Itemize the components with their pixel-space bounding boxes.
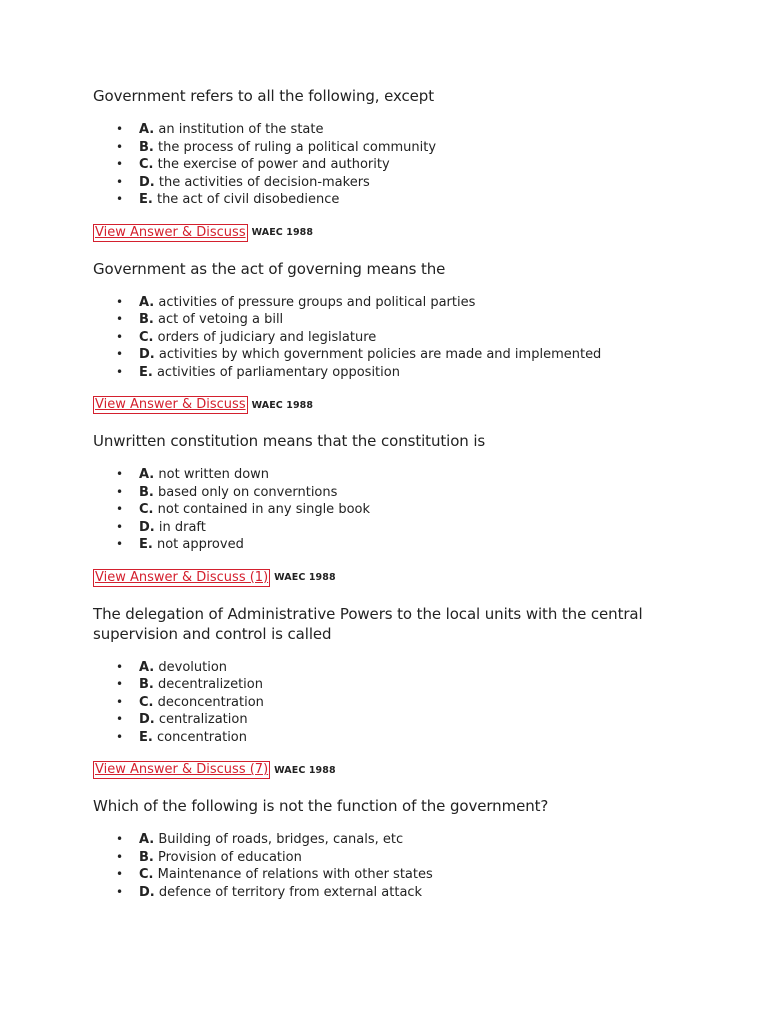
option-text: an institution of the state — [158, 122, 324, 137]
options-list — [93, 294, 688, 382]
bullet-icon: • — [116, 484, 124, 499]
view-answer-link[interactable]: View Answer & Discuss — [95, 224, 246, 240]
option-letter: A. — [139, 294, 155, 310]
bullet-icon: • — [116, 294, 124, 309]
option-letter: C. — [139, 867, 154, 882]
view-answer-link[interactable]: View Answer & Discuss — [95, 397, 246, 412]
bullet-icon: • — [116, 122, 124, 136]
question-text: Which of the following is not the function of the government? — [93, 797, 549, 815]
option-letter: C. — [139, 157, 154, 172]
option-letter: D. — [139, 712, 155, 727]
option-text: defence of territory from external attack — [158, 884, 423, 900]
option-d — [93, 174, 688, 192]
option-b — [93, 311, 688, 329]
option-d — [93, 884, 688, 902]
bullet-icon: • — [116, 537, 124, 551]
question-block-4 — [93, 604, 688, 781]
option-text: orders of judiciary and legislature — [157, 329, 377, 345]
question-text: Government as the act of governing means the — [93, 259, 446, 278]
bullet-icon: • — [116, 467, 124, 481]
question-block-5 — [93, 796, 688, 901]
bullet-icon: • — [116, 502, 124, 516]
option-text: the exercise of power and authority — [157, 157, 390, 172]
option-a — [93, 659, 688, 677]
option-letter: E. — [139, 729, 153, 745]
option-text: Maintenance of relations with other states — [157, 867, 433, 882]
option-letter: B. — [139, 139, 154, 155]
option-letter: D. — [139, 519, 155, 535]
options-list — [93, 466, 688, 554]
view-answer-link[interactable]: View Answer & Discuss (7) — [95, 762, 269, 777]
bullet-icon: • — [116, 364, 124, 379]
option-letter: D. — [139, 347, 155, 362]
option-letter: C. — [139, 694, 154, 710]
option-b — [93, 484, 688, 502]
bullet-icon: • — [116, 694, 124, 709]
question-text: The delegation of Administrative Powers to the local units with the central supervision and control is called — [93, 604, 643, 643]
option-text: deconcentration — [157, 694, 264, 710]
option-letter: A. — [139, 659, 155, 675]
option-letter: A. — [139, 467, 155, 482]
option-c — [93, 156, 688, 174]
option-letter: E. — [139, 364, 153, 380]
exam-source: WAEC 1988 — [251, 399, 314, 411]
option-letter: B. — [139, 484, 154, 500]
option-letter: B. — [139, 312, 154, 327]
option-a — [93, 466, 688, 484]
bullet-icon: • — [116, 157, 124, 171]
option-c — [93, 866, 688, 884]
question-block-3 — [93, 431, 688, 588]
question-block-2 — [93, 259, 688, 416]
option-e — [93, 536, 688, 554]
question-block-1 — [93, 86, 688, 243]
option-text: Provision of education — [158, 849, 302, 865]
option-letter: B. — [139, 677, 154, 692]
exam-source: WAEC 1988 — [274, 764, 336, 776]
answer-row — [93, 568, 688, 588]
options-list — [93, 121, 688, 209]
option-text: not contained in any single book — [157, 502, 371, 517]
option-c — [93, 694, 688, 712]
view-answer-link[interactable]: View Answer & Discuss (1) — [95, 569, 269, 585]
option-c — [93, 501, 688, 519]
option-b — [93, 676, 688, 694]
option-a — [93, 294, 688, 312]
option-b — [93, 139, 688, 157]
option-letter: D. — [139, 884, 155, 900]
bullet-icon: • — [116, 712, 124, 726]
option-e — [93, 364, 688, 382]
bullet-icon: • — [116, 729, 124, 744]
option-d — [93, 711, 688, 729]
option-letter: A. — [139, 122, 155, 137]
bullet-icon: • — [116, 832, 124, 846]
option-text: Building of roads, bridges, canals, etc — [158, 832, 404, 847]
option-text: not approved — [156, 537, 244, 552]
option-text: not written down — [158, 467, 270, 482]
option-text: centralization — [158, 712, 248, 727]
answer-row — [93, 760, 688, 780]
option-a — [93, 831, 688, 849]
option-d — [93, 519, 688, 537]
bullet-icon: • — [116, 867, 124, 881]
option-text: concentration — [156, 729, 248, 745]
option-text: activities of pressure groups and political parties — [158, 294, 476, 310]
bullet-icon: • — [116, 519, 124, 534]
bullet-icon: • — [116, 312, 124, 326]
bullet-icon: • — [116, 677, 124, 691]
option-letter: A. — [139, 832, 155, 847]
bullet-icon: • — [116, 347, 124, 361]
exam-source: WAEC 1988 — [251, 227, 314, 238]
option-letter: E. — [139, 537, 153, 552]
answer-row — [93, 395, 688, 415]
question-text: Unwritten constitution means that the constitution is — [93, 432, 486, 450]
option-text: the act of civil disobedience — [156, 192, 340, 207]
option-b — [93, 849, 688, 867]
option-a — [93, 121, 688, 139]
option-c — [93, 329, 688, 347]
option-d — [93, 346, 688, 364]
bullet-icon: • — [116, 849, 124, 864]
option-text: activities by which government policies are made and implemented — [158, 347, 602, 362]
question-text: Government refers to all the following, except — [93, 87, 434, 105]
option-letter: E. — [139, 192, 153, 207]
answer-row — [93, 223, 688, 243]
bullet-icon: • — [116, 659, 124, 674]
options-list — [93, 831, 688, 901]
bullet-icon: • — [116, 192, 124, 206]
option-text: in draft — [158, 519, 206, 535]
option-e — [93, 191, 688, 209]
option-text: the activities of decision-makers — [158, 174, 370, 190]
option-text: decentralizetion — [158, 677, 263, 692]
option-text: based only on converntions — [158, 484, 338, 500]
bullet-icon: • — [116, 329, 124, 344]
option-letter: C. — [139, 502, 154, 517]
option-text: act of vetoing a bill — [158, 312, 284, 327]
bullet-icon: • — [116, 139, 124, 154]
option-text: the process of ruling a political community — [158, 139, 437, 155]
option-letter: D. — [139, 174, 155, 190]
option-letter: B. — [139, 849, 154, 865]
exam-source: WAEC 1988 — [274, 572, 336, 583]
bullet-icon: • — [116, 884, 124, 899]
options-list — [93, 659, 688, 747]
option-letter: C. — [139, 329, 154, 345]
option-e — [93, 729, 688, 747]
option-text: devolution — [158, 659, 228, 675]
bullet-icon: • — [116, 174, 124, 189]
option-text: activities of parliamentary opposition — [156, 364, 400, 380]
